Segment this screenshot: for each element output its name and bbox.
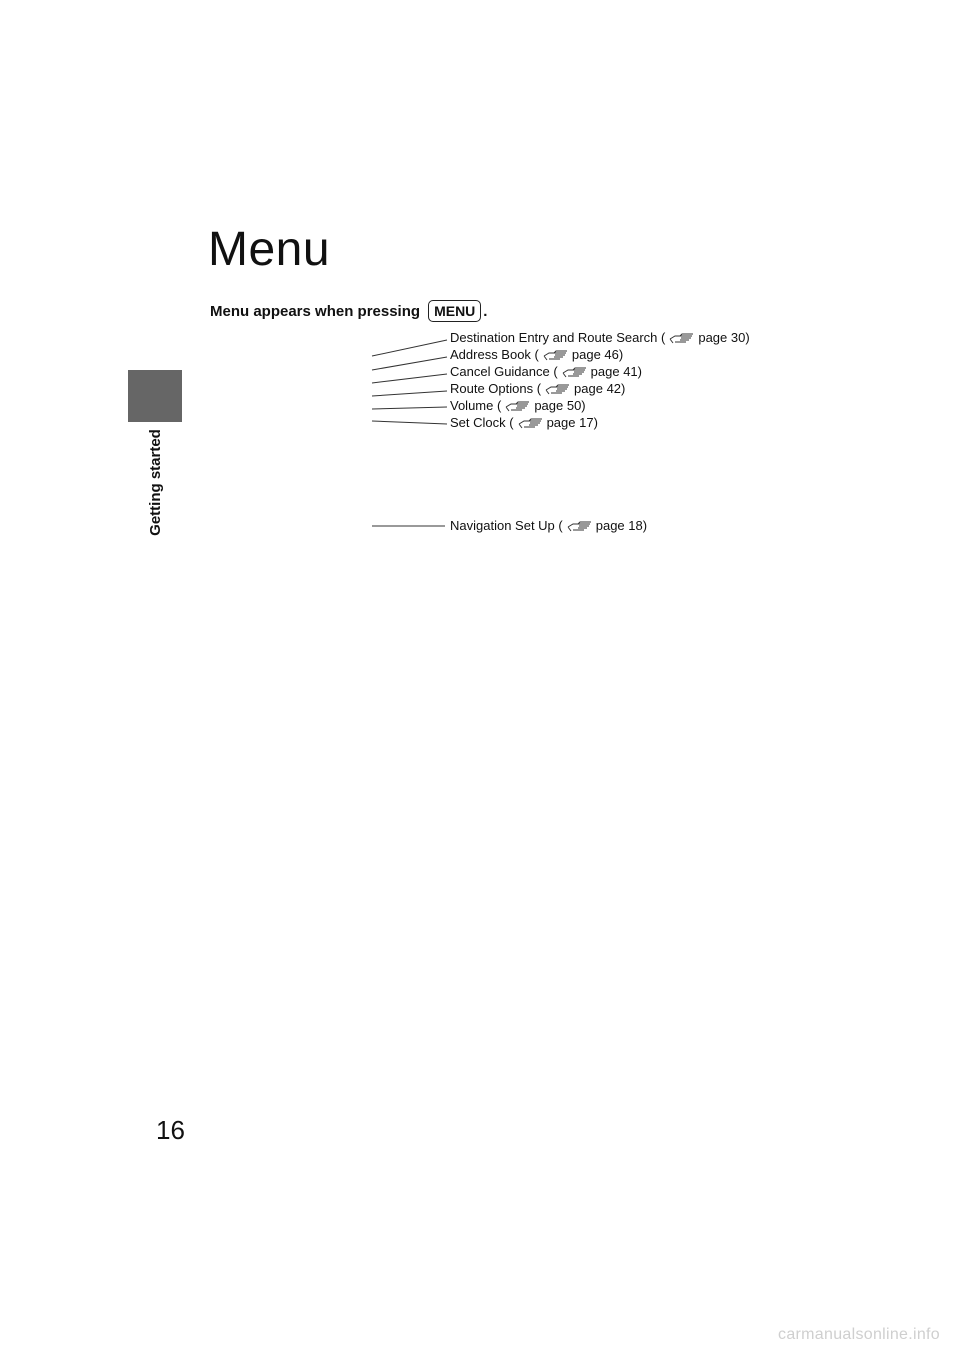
intro-period: . bbox=[483, 302, 488, 320]
menu-item-page-ref: page 42) bbox=[574, 381, 626, 396]
menu-item-navigation-setup bbox=[450, 518, 647, 534]
pointing-hand-icon bbox=[562, 366, 588, 378]
pointing-hand-icon bbox=[505, 400, 531, 412]
menu-item-address-book bbox=[450, 347, 623, 363]
menu-item-volume bbox=[450, 398, 586, 414]
menu-item-page-ref: page 18) bbox=[595, 518, 648, 533]
menu-item-page-ref: page 30) bbox=[698, 330, 750, 345]
intro-text: Menu appears when pressing bbox=[210, 302, 421, 320]
menu-item-page-ref: page 50) bbox=[534, 398, 586, 413]
menu-item-page-ref: page 41) bbox=[590, 364, 642, 379]
pointing-hand-icon bbox=[543, 349, 569, 361]
leader-line-route-options bbox=[372, 391, 447, 396]
leader-line-volume bbox=[372, 407, 447, 409]
menu-item-page-ref: page 46) bbox=[571, 347, 624, 362]
menu-item-label: Volume ( bbox=[450, 398, 502, 413]
menu-item-label: Set Clock ( bbox=[450, 415, 514, 430]
menu-item-cancel-guidance bbox=[450, 364, 642, 380]
menu-item-label: Navigation Set Up ( bbox=[450, 518, 563, 533]
leader-line-cancel-guidance bbox=[372, 374, 447, 383]
menu-item-label: Destination Entry and Route Search ( bbox=[450, 330, 666, 345]
pointing-hand-icon bbox=[567, 520, 593, 532]
menu-item-route-options bbox=[450, 381, 625, 397]
leader-line-address-book bbox=[372, 357, 447, 370]
section-tab-label: Getting started bbox=[146, 428, 164, 536]
leader-line-destination bbox=[372, 340, 447, 356]
page-number: 16 bbox=[156, 1115, 185, 1145]
menu-item-label: Route Options ( bbox=[450, 381, 542, 396]
menu-item-set-clock bbox=[450, 415, 598, 431]
page-title: Menu bbox=[208, 223, 331, 276]
pointing-hand-icon bbox=[545, 383, 571, 395]
watermark[interactable]: carmanualsonline.info bbox=[778, 1326, 940, 1343]
menu-item-destination-entry bbox=[450, 330, 750, 346]
leader-line-set-clock bbox=[372, 421, 447, 424]
pointing-hand-icon bbox=[669, 332, 695, 344]
menu-item-page-ref: page 17) bbox=[546, 415, 598, 430]
menu-key-label: MENU bbox=[428, 300, 481, 322]
menu-item-label: Address Book ( bbox=[450, 347, 539, 362]
menu-item-label: Cancel Guidance ( bbox=[450, 364, 558, 379]
pointing-hand-icon bbox=[518, 417, 544, 429]
